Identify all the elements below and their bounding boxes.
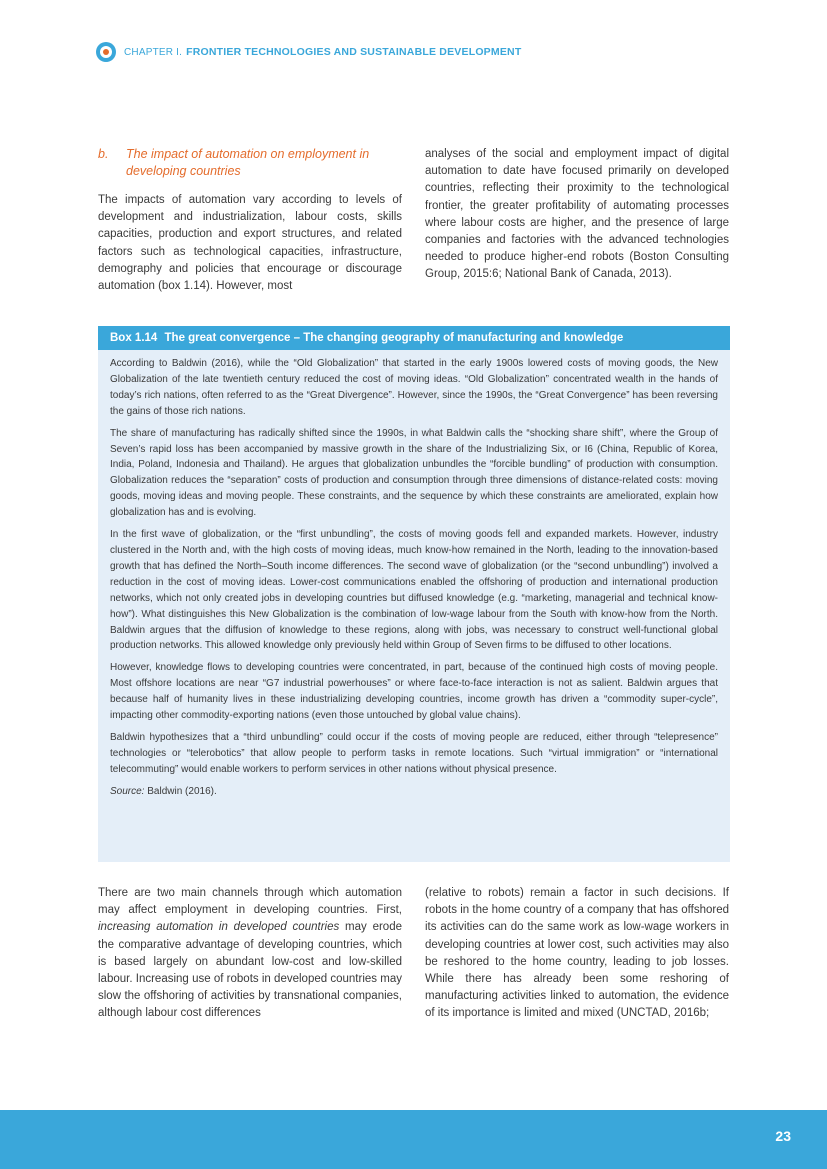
- box-paragraph: According to Baldwin (2016), while the “Old Globalization” that started in the early 1900s lowered costs of moving goods, the New Globalization of the late twentieth century reduced the cost of moving ideas. “Old Globalization” concentrated wealth in the hands of today’s rich nations, often referred to as the “Great Divergence”. However, since the 1990s, the “Great Convergence” has been reversing the gains of those rich nations.: [110, 358, 718, 417]
- bottom-left-emphasis: increasing automation in developed countries: [98, 921, 340, 934]
- page-number: 23: [775, 1128, 791, 1144]
- box-paragraph: The share of manufacturing has radically shifted since the 1990s, in what Baldwin calls the “shocking share shift”, where the Group of Seven’s rapid loss has been accompanied by massive growth in the share of the Industrializing Six, or I6 (China, Republic of Korea, India, Poland, Indonesia and Thailand). He argues that globalization unbundles the “forcible bundling” of production with consumption. Globalization reduces the “separation” costs of production and consumption through three dimensions of distance-related costs: moving goods, moving ideas and moving people. These constraints, and the sequence by which these constraints are ameliorated, explain how globalization has and is evolving.: [110, 427, 718, 519]
- body-paragraph-top-right: analyses of the social and employment impact of digital automation to date have focused primarily on developed countries, reflecting their proximity to the technological frontier, the greater profitability of automating processes where labour costs are higher, and the presence of large companies and factories with the advanced technologies needed to produce higher-end robots (Boston Consulting Group, 2015:6; National Bank of Canada, 2013).: [425, 148, 729, 281]
- box-paragraph: However, knowledge flows to developing countries were concentrated, in part, because of the continued high costs of moving people. Most offshore locations are near “G7 industrial powerhouses” or where face-to-face interaction is not as salient. Baldwin argues that because half of humanity lives in these industrializing developing countries, income growth has driven a “commodity super-cycle”, impacting other commodity-exporting nations (even those untouched by global value chains).: [110, 662, 718, 722]
- section-title: The impact of automation on employment in developing countries: [126, 147, 370, 178]
- page-footer: [0, 1110, 827, 1169]
- chapter-title: FRONTIER TECHNOLOGIES AND SUSTAINABLE DEVELOPMENT: [186, 46, 522, 58]
- running-header: [96, 42, 521, 62]
- box-label: Box 1.14: [110, 332, 158, 344]
- body-paragraph-bottom-right: (relative to robots) remain a factor in such decisions. If robots in the home country of a company that has offshored its activities can do the same work as low-wage workers in developing countries at lower cost, such activities may also be reshored to the home country, leading to job losses. While there has already been some reshoring of manufacturing activities linked to automation, the evidence of its importance is limited and mixed (UNCTAD, 2016b;: [425, 887, 729, 1020]
- box-1-14: [98, 326, 730, 862]
- target-logo-icon: [96, 42, 116, 62]
- box-source: [110, 784, 718, 800]
- section-heading: [98, 146, 398, 179]
- section-number: b.: [98, 147, 109, 161]
- bottom-left-part1: There are two main channels through which automation may affect employment in developing countries. First,: [98, 887, 402, 917]
- body-paragraph-top-left: The impacts of automation vary according to levels of development and industrialization, labour costs, skills capacities, production and export structures, and related factors such as technological capacities, infrastructure, demography and policies that encourage or discourage automation (box 1.14). However, most: [98, 194, 402, 293]
- chapter-label: CHAPTER I.: [124, 46, 183, 58]
- box-title-bar: [98, 326, 730, 350]
- source-text: Baldwin (2016).: [147, 785, 217, 797]
- source-label: Source:: [110, 785, 145, 797]
- box-body: [98, 350, 730, 800]
- box-title: The great convergence – The changing geography of manufacturing and knowledge: [164, 332, 624, 344]
- box-paragraph: Baldwin hypothesizes that a “third unbundling” could occur if the costs of moving people are reduced, either through “telepresence” technologies or “telerobotics” that allow people to perform tasks in remote locations. Such “virtual immigration” or “international telecommuting” would enable workers to perform services in other nations without physical presence.: [110, 731, 718, 775]
- bottom-left-part2: may erode the comparative advantage of developing countries, which is based largely on abundant low-cost and low-skilled labour. Increasing use of robots in developed countries may slow the offshoring of activities by transnational companies, although labour cost differences: [98, 921, 402, 1020]
- body-paragraph-bottom-left: [98, 885, 402, 1023]
- box-paragraph: In the first wave of globalization, or the “first unbundling”, the costs of moving goods fell and expanded markets. However, industry clustered in the North and, with the high costs of moving ideas, much know-how remained in the North, leading to the innovation-based growth that has defined the North–South income differences. The second wave of globalization (or the “second unbundling”) involved a reduction in the cost of moving ideas. Lower-cost communications enabled the offshoring of production and international production networks, which not only created jobs in developing countries but diffused knowledge (e.g. “marketing, managerial and technical know-how”). What distinguishes this New Globalization is the combination of low-wage labour from the South with know-how from the North. Baldwin argues that the diffusion of knowledge to these regions, along with jobs, was necessary to construct well-functional global production networks. This allowed knowledge only previously held within Group of Seven firms to be diffused to other locations.: [110, 529, 718, 652]
